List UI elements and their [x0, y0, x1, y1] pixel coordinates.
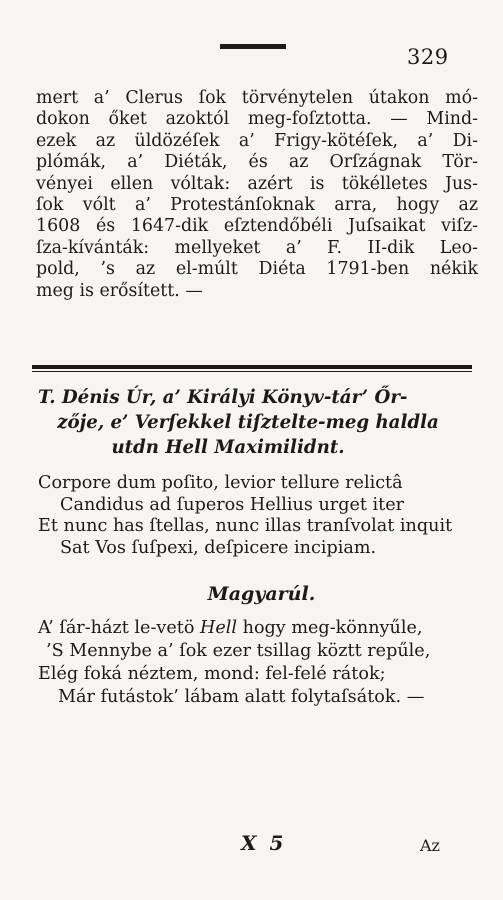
poem-title-line: T. Dénis Úr, a’ Királyi Könyv-tár’ Őr- [38, 387, 408, 408]
verse-line [38, 617, 478, 640]
paragraph-line: dokon őket azoktól meg-foſztotta. — Mind- [36, 109, 478, 130]
paragraph-line: ſza-kívánták: mellyeket a’ F. II-dik Leo- [36, 237, 478, 258]
paragraph-line: ezek az üldözéſek a’ Frigy-kötéſek, a’ Di- [36, 130, 478, 151]
header-rule [220, 44, 286, 49]
paragraph-line: 1608 és 1647-dik eſztendőbéli Juſsaikat viſz- [36, 216, 478, 237]
verse-text: Elég foká néztem, mond: fel-felé rátok; [38, 664, 386, 684]
poem-title [38, 385, 478, 460]
paragraph-line: mert a’ Clerus ſok törvénytelen útakon mó- [36, 88, 478, 108]
verse-text: A’ ſár-házt le-vetö [38, 618, 201, 638]
translation-heading-text: Magyarúl. [207, 583, 316, 605]
verse-line: Et nunc has ſtellas, nunc illas tranſvolat inquit [38, 516, 453, 537]
section-divider [32, 365, 472, 373]
paragraph-line: ſok vólt a’ Protestánſoknak arra, hogy az [36, 195, 478, 216]
signature-mark: X 5 [241, 831, 287, 855]
prose-paragraph [36, 88, 478, 302]
poem-title-line: utdn Hell Maximilidnt. [111, 437, 345, 458]
latin-verse [38, 473, 478, 559]
translation-heading [0, 583, 503, 605]
verse-italic-name: Hell [200, 618, 238, 638]
verse-text: ’S Mennybe a’ ſok ezer tsillag köztt repűle, [46, 641, 431, 661]
verse-text: Már futástok’ lábam alatt folytaſsátok. — [58, 687, 425, 707]
divider-thick-rule [32, 365, 472, 369]
verse-line [38, 686, 478, 709]
verse-line [38, 640, 478, 663]
verse-text: hogy meg-könnyűle, [237, 618, 423, 638]
verse-line: Candidus ad ſuperos Hellius urget iter [60, 494, 405, 515]
hungarian-verse [38, 617, 478, 709]
verse-line [38, 663, 478, 686]
poem-title-line: zője, e’ Verſekkel tiſztelte-meg haldla [57, 412, 439, 433]
paragraph-line: vényei ellen vóltak: azért is tökélletes Jus- [36, 173, 478, 194]
paragraph-line: meg is erősített. — [36, 280, 203, 301]
page-number: 329 [407, 45, 449, 69]
divider-thin-rule [32, 371, 472, 372]
paragraph-line: plómák, a’ Diéták, és az Orſzágnak Tör- [36, 152, 478, 173]
paragraph-line: pold, ’s az el-múlt Diéta 1791-ben nékik [36, 259, 478, 280]
verse-line: Sat Vos ſuſpexi, deſpicere incipiam. [60, 537, 377, 558]
catchword: Az [420, 836, 440, 855]
verse-line: Corpore dum poſito, levior tellure relictâ [38, 473, 403, 493]
